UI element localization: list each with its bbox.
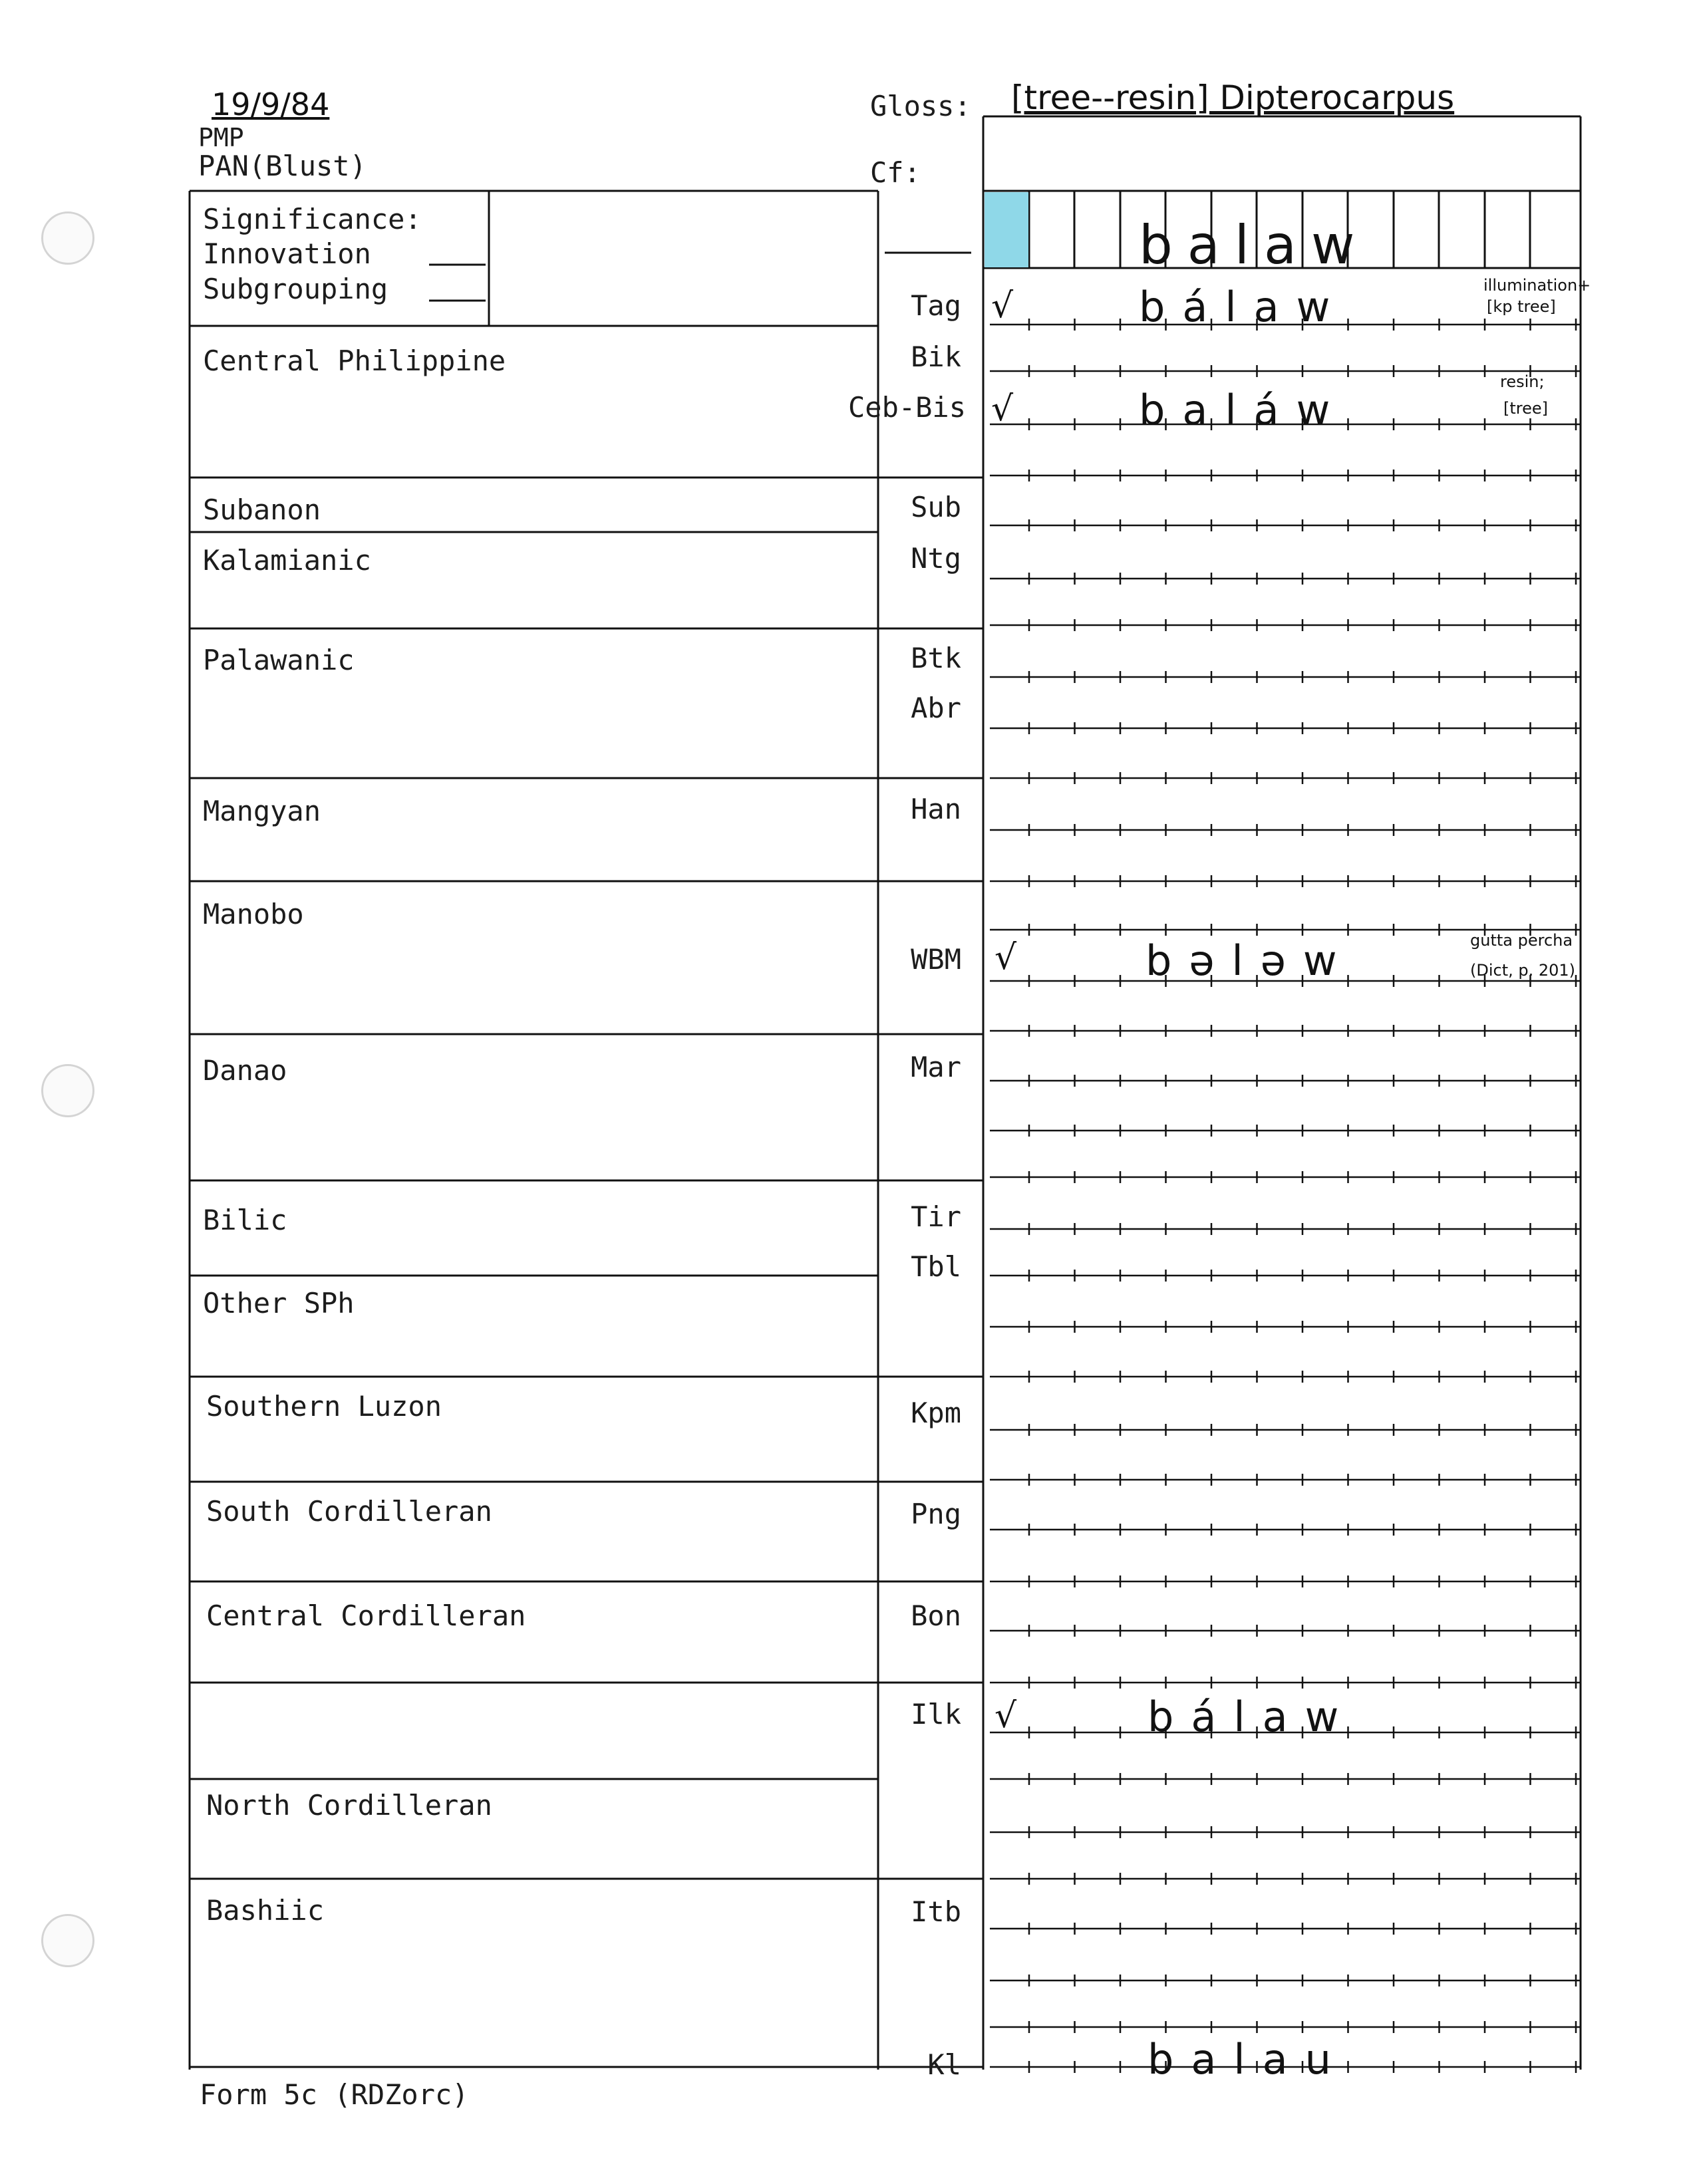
note-wbm-2: (Dict, p. 201) bbox=[1470, 961, 1576, 980]
region-north-cordilleran: North Cordilleran bbox=[206, 1789, 492, 1822]
code-kl: Kl bbox=[927, 2048, 961, 2081]
gloss-value: [tree--resin] Dipterocarpus bbox=[1011, 78, 1455, 117]
check-ceb-bis: √ bbox=[991, 389, 1014, 429]
code-bik: Bik bbox=[911, 341, 961, 373]
note-tag-1: illumination+ bbox=[1483, 276, 1591, 295]
region-palawanic: Palawanic bbox=[203, 644, 355, 676]
binder-hole bbox=[41, 211, 94, 265]
subgrouping-label: Subgrouping bbox=[203, 273, 388, 305]
code-abr: Abr bbox=[911, 692, 961, 724]
gloss-label: Gloss: bbox=[870, 90, 971, 122]
date: 19/9/84 bbox=[212, 86, 330, 122]
code-sub: Sub bbox=[911, 491, 961, 523]
pan-label: PAN(Blust) bbox=[198, 150, 367, 182]
innovation-label: Innovation bbox=[203, 237, 371, 270]
code-itb: Itb bbox=[911, 1895, 961, 1928]
region-central-cordilleran: Central Cordilleran bbox=[206, 1599, 526, 1632]
code-ceb-bis: Ceb-Bis bbox=[848, 391, 967, 424]
region-kalamianic: Kalamianic bbox=[203, 544, 371, 577]
top-entry: balaw bbox=[1139, 214, 1370, 276]
entry-wbm: bələw bbox=[1146, 936, 1354, 985]
note-ceb-bis-2: [tree] bbox=[1503, 399, 1549, 418]
region-subanon: Subanon bbox=[203, 493, 321, 526]
code-btk: Btk bbox=[911, 642, 961, 674]
region-bilic: Bilic bbox=[203, 1204, 287, 1236]
code-kpm: Kpm bbox=[911, 1397, 961, 1429]
form-footer: Form 5c (RDZorc) bbox=[200, 2078, 469, 2111]
cf-label: Cf: bbox=[870, 156, 921, 189]
code-ntg: Ntg bbox=[911, 542, 961, 575]
entry-ilk: bálaw bbox=[1148, 1693, 1356, 1741]
region-danao: Danao bbox=[203, 1054, 287, 1087]
region-manobo: Manobo bbox=[203, 898, 304, 930]
entry-tag: bálaw bbox=[1139, 283, 1348, 331]
code-tag: Tag bbox=[911, 289, 961, 322]
highlight-cell bbox=[985, 192, 1028, 267]
check-tag: √ bbox=[991, 286, 1014, 326]
code-tir: Tir bbox=[911, 1200, 961, 1233]
code-han: Han bbox=[911, 793, 961, 825]
entry-ceb-bis: baláw bbox=[1139, 386, 1348, 434]
region-south-cordilleran: South Cordilleran bbox=[206, 1495, 492, 1528]
code-png: Png bbox=[911, 1498, 961, 1530]
note-wbm-1: gutta percha bbox=[1470, 931, 1573, 950]
pmp-label: PMP bbox=[198, 123, 244, 152]
code-tbl: Tbl bbox=[911, 1250, 961, 1283]
region-other-sph: Other SPh bbox=[203, 1287, 355, 1319]
entry-kl: balau bbox=[1148, 2035, 1348, 2084]
region-central-philippine: Central Philippine bbox=[203, 344, 506, 377]
code-wbm: WBM bbox=[911, 943, 961, 976]
note-tag-2: [kp tree] bbox=[1487, 297, 1556, 316]
note-ceb-bis-1: resin; bbox=[1500, 372, 1545, 391]
code-bon: Bon bbox=[911, 1599, 961, 1632]
region-mangyan: Mangyan bbox=[203, 795, 321, 827]
binder-hole bbox=[41, 1914, 94, 1967]
check-wbm: √ bbox=[995, 938, 1017, 978]
code-mar: Mar bbox=[911, 1051, 961, 1083]
binder-hole bbox=[41, 1064, 94, 1117]
region-bashiic: Bashiic bbox=[206, 1894, 325, 1927]
check-ilk: √ bbox=[995, 1696, 1017, 1736]
significance-label: Significance: bbox=[203, 203, 422, 235]
region-southern-luzon: Southern Luzon bbox=[206, 1390, 442, 1423]
code-ilk: Ilk bbox=[911, 1698, 961, 1730]
